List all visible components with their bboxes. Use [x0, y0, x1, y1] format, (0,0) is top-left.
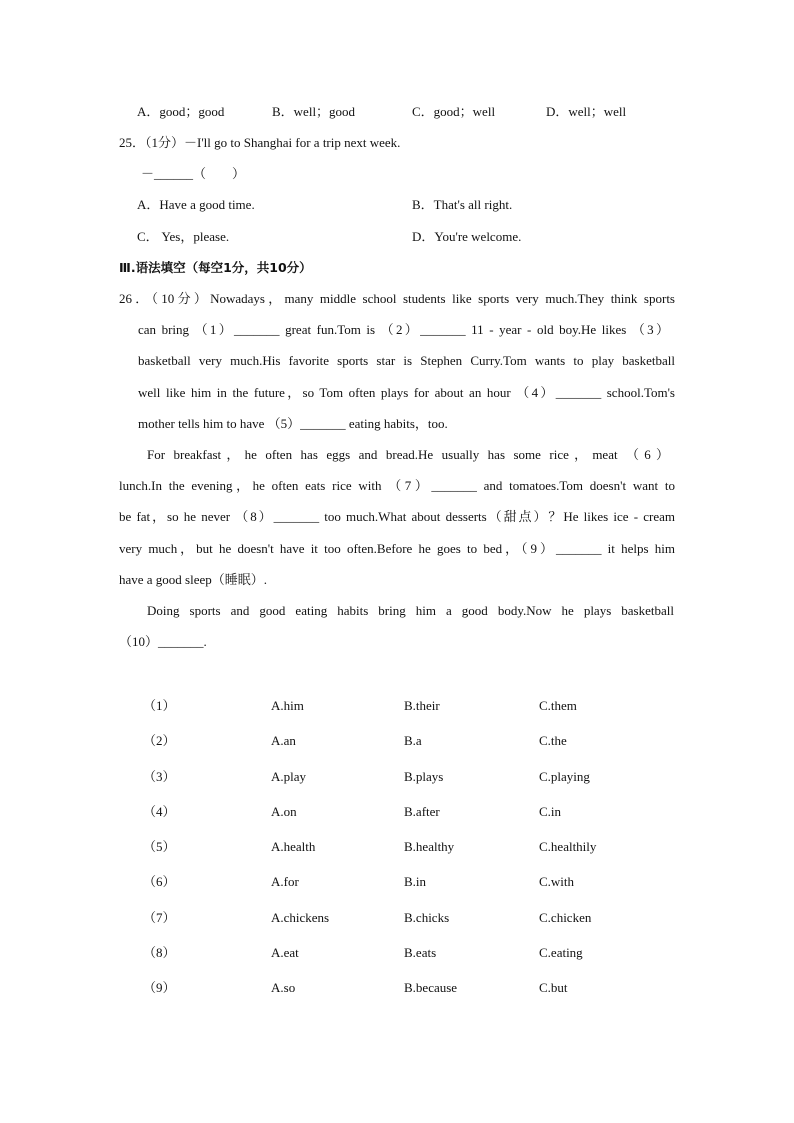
choice-row-5	[0, 839, 794, 857]
choice-b: B.their	[404, 698, 440, 713]
choice-num: （4）	[143, 804, 176, 819]
choice-c: C.the	[539, 733, 567, 748]
q25-option-c: C． Yes，please.	[137, 229, 230, 244]
choice-num: （8）	[143, 945, 176, 960]
choice-num: （6）	[143, 874, 176, 889]
choice-c: C.with	[539, 874, 575, 889]
choice-row-6	[0, 874, 794, 892]
choice-b: B.plays	[404, 769, 444, 784]
q26-line-6: For breakfast，he often has eggs and bread.He usually has some rice，meat （6）	[147, 447, 669, 462]
choice-row-2	[0, 733, 794, 751]
choice-c: C.playing	[539, 769, 590, 784]
choice-b: B.a	[404, 733, 422, 748]
choice-b: B.after	[404, 804, 440, 819]
choice-num: （2）	[143, 733, 176, 748]
q26-line-8: be fat，so he never （8）_______ too much.What about desserts（甜点）？He likes ice - cream	[119, 509, 675, 524]
choice-a: A.health	[271, 839, 316, 854]
q25-option-b: B．That's all right.	[412, 197, 513, 212]
choice-row-9	[0, 980, 794, 998]
q26-line-3: basketball very much.His favorite sports star is Stephen Curry.Tom wants to play basketball	[138, 353, 675, 368]
q26-line-4: well like him in the future，so Tom often plays for about an hour （4）_______ school.Tom's	[138, 385, 675, 400]
choice-c: C.them	[539, 698, 577, 713]
choice-row-1	[0, 698, 794, 716]
choice-num: （5）	[143, 839, 176, 854]
choice-row-7	[0, 910, 794, 928]
choice-b: B.eats	[404, 945, 437, 960]
section-3-heading: Ⅲ.语法填空（每空1分，共10分）	[119, 260, 312, 275]
choice-c: C.chicken	[539, 910, 592, 925]
choice-c: C.but	[539, 980, 568, 995]
q26-line-10: have a good sleep（睡眠）.	[119, 572, 268, 587]
choice-b: B.in	[404, 874, 427, 889]
choice-row-4	[0, 804, 794, 822]
q26-line-9: very much，but he doesn't have it too often.Before he goes to bed，（9）_______ it helps him	[119, 541, 675, 556]
q26-line-11: Doing sports and good eating habits bring him a good body.Now he plays basketball	[147, 603, 674, 618]
q25-option-a: A．Have a good time.	[137, 197, 255, 212]
choice-a: A.chickens	[271, 910, 330, 925]
choice-c: C.healthily	[539, 839, 597, 854]
choice-row-3	[0, 769, 794, 787]
q25-response-blank: －______（ ）	[141, 166, 246, 181]
choice-c: C.eating	[539, 945, 583, 960]
choice-a: A.so	[271, 980, 296, 995]
q26-line-1: 26．（10分）Nowadays，many middle school students like sports very much.They think sports	[119, 291, 675, 306]
q26-line-2: can bring （1）_______ great fun.Tom is （2）_______ 11 - year - old boy.He likes （3）	[138, 322, 669, 337]
choice-b: B.chicks	[404, 910, 450, 925]
q26-line-12: （10）_______.	[119, 634, 207, 649]
choice-num: （7）	[143, 910, 176, 925]
q24-option-a: A．good；good	[137, 104, 225, 119]
choice-row-8	[0, 945, 794, 963]
choice-a: A.him	[271, 698, 304, 713]
choice-b: B.because	[404, 980, 458, 995]
choice-a: A.an	[271, 733, 296, 748]
q26-line-5: mother tells him to have （5）_______ eating habits，too.	[138, 416, 448, 431]
choice-b: B.healthy	[404, 839, 455, 854]
choice-c: C.in	[539, 804, 562, 819]
choice-num: （3）	[143, 769, 176, 784]
choice-num: （1）	[143, 698, 176, 713]
choice-a: A.eat	[271, 945, 299, 960]
q26-line-7: lunch.In the evening，he often eats rice with （7）_______ and tomatoes.Tom doesn't want to	[119, 478, 675, 493]
choice-num: （9）	[143, 980, 176, 995]
q25-option-d: D．You're welcome.	[412, 229, 522, 244]
q24-option-d: D．well；well	[546, 104, 627, 119]
q24-option-c: C．good；well	[412, 104, 496, 119]
choice-a: A.for	[271, 874, 299, 889]
q24-option-b: B．well；good	[272, 104, 356, 119]
choice-a: A.on	[271, 804, 297, 819]
choice-a: A.play	[271, 769, 307, 784]
q25-stem: 25．（1分）－I'll go to Shanghai for a trip next week.	[119, 135, 401, 150]
